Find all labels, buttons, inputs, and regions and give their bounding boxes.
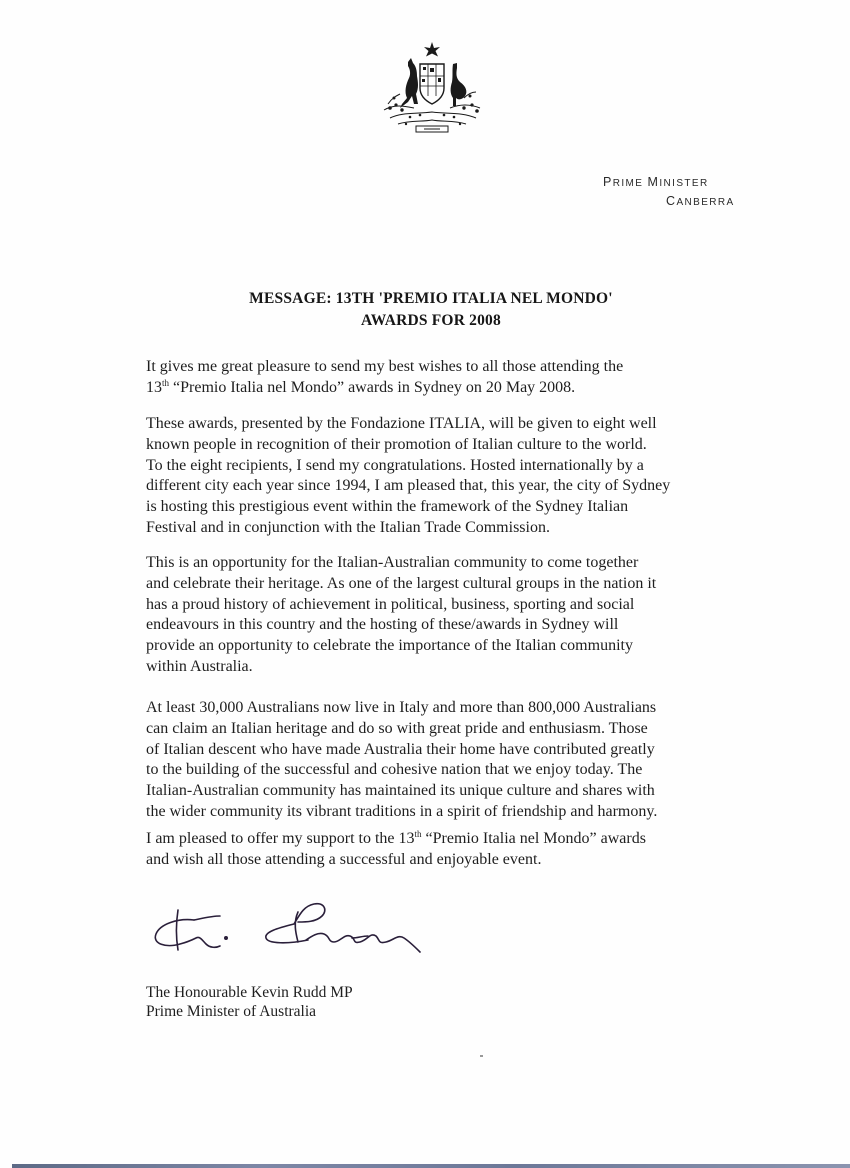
text-line: is hosting this prestigious event within the framework of the Sydney Italian bbox=[146, 498, 629, 516]
text-line: To the eight recipients, I send my congratulations. Hosted internationally by a bbox=[146, 456, 644, 474]
text-line: has a proud history of achievement in political, business, sporting and social bbox=[146, 595, 635, 613]
text-line: At least 30,000 Australians now live in Italy and more than 800,000 Australians bbox=[146, 699, 657, 716]
emu-icon bbox=[451, 63, 467, 106]
paragraph-community bbox=[146, 553, 736, 678]
message-heading-line1: MESSAGE: 13TH 'PREMIO ITALIA NEL MONDO' bbox=[249, 290, 613, 307]
office-location-canberra: CANBERRA bbox=[666, 194, 735, 208]
text-line: known people in recognition of their promotion of Italian culture to the world. bbox=[146, 435, 647, 453]
text-line: endeavours in this country and the hosting of these/awards in Sydney will bbox=[146, 616, 619, 634]
paragraph-heritage bbox=[146, 698, 736, 823]
text-line: can claim an Italian heritage and do so with great pride and enthusiasm. Those bbox=[146, 719, 648, 737]
text-line: and wish all those attending a successful and enjoyable event. bbox=[146, 850, 542, 868]
scan-speck bbox=[480, 1055, 483, 1057]
message-heading-line2: AWARDS FOR 2008 bbox=[361, 312, 501, 329]
kangaroo-icon bbox=[400, 58, 418, 108]
signatory-name: The Honourable Kevin Rudd MP bbox=[146, 984, 353, 1001]
paragraph-awards bbox=[146, 414, 736, 539]
commonwealth-star-icon bbox=[424, 42, 440, 57]
text-line: These awards, presented by the Fondazione ITALIA, will be given to eight well bbox=[146, 415, 657, 432]
text-line: Italian-Australian community has maintained its unique culture and shares with bbox=[146, 782, 655, 800]
text-line: to the building of the successful and cohesive nation that we enjoy today. The bbox=[146, 761, 643, 779]
paragraph-greeting bbox=[146, 357, 736, 399]
text-line: Festival and in conjunction with the Italian Trade Commission. bbox=[146, 518, 550, 536]
text-line: within Australia. bbox=[146, 657, 253, 675]
text-line: the wider community its vibrant traditions in a spirit of friendship and harmony. bbox=[146, 802, 658, 820]
text-line: I am pleased to offer my support to the 13th “Premio Italia nel Mondo” awards bbox=[146, 829, 646, 847]
text-line: It gives me great pleasure to send my best wishes to all those attending the bbox=[146, 358, 624, 375]
text-line: different city each year since 1994, I am pleased that, this year, the city of Sydney bbox=[146, 477, 671, 495]
text-line: provide an opportunity to celebrate the importance of the Italian community bbox=[146, 637, 633, 655]
scan-bottom-edge bbox=[12, 1164, 850, 1168]
handwritten-signature bbox=[148, 888, 448, 968]
text-line: This is an opportunity for the Italian-Australian community to come together bbox=[146, 554, 639, 571]
text-line: 13th “Premio Italia nel Mondo” awards in Sydney on 20 May 2008. bbox=[146, 377, 576, 396]
text-line: of Italian descent who have made Australia their home have contributed greatly bbox=[146, 740, 655, 758]
coat-of-arms-emblem bbox=[380, 38, 484, 136]
text-line: and celebrate their heritage. As one of the largest cultural groups in the nation it bbox=[146, 574, 657, 592]
signatory-title: Prime Minister of Australia bbox=[146, 1003, 317, 1020]
paragraph-closing-wishes bbox=[146, 829, 736, 871]
office-title-prime-minister: PRIME MINISTER bbox=[603, 175, 709, 189]
